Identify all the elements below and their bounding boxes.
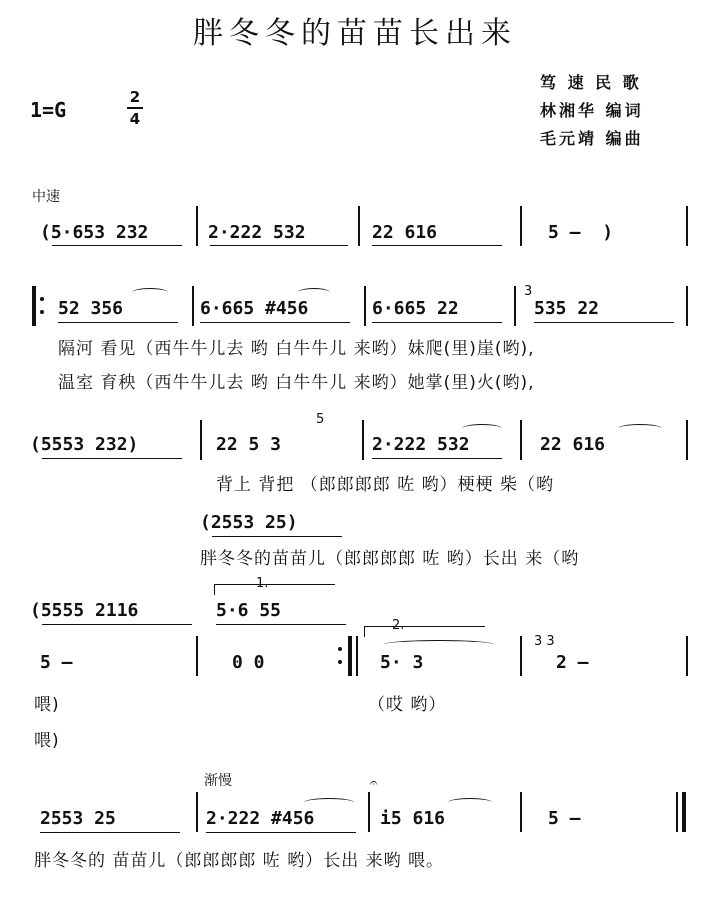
s5-m2: 2·222 #456: [206, 808, 315, 829]
s5-m3: i5 616: [380, 808, 446, 829]
time-signature-top: 2: [129, 88, 141, 106]
song-title: 胖冬冬的苗苗长出来: [193, 16, 517, 51]
s3-lyric: 背上 背把 （郎郎郎郎 咗 哟）梗梗 柴（哟: [216, 475, 555, 495]
s3b-lyric: 胖冬冬的苗苗儿（郎郎郎郎 咗 哟）长出 来（哟: [200, 549, 580, 569]
credit-lyricist: 林湘华 编词: [540, 101, 644, 120]
s3-grace: 5: [316, 412, 325, 427]
s2-m2: 6·665 #456: [200, 298, 309, 319]
fermata-icon: 𝄐: [370, 776, 378, 791]
tempo-mark: 中速: [32, 189, 60, 205]
s3-m3: 2·222 532: [372, 434, 470, 455]
key-signature: 1=G: [30, 98, 67, 122]
tempo-mark-later: 渐慢: [204, 773, 232, 789]
s4-lyric-1: 喂): [34, 695, 60, 715]
s2-lyric-2: 温室 育秧（西牛牛儿去 哟 白牛牛儿 来哟）她掌(里)火(哟),: [58, 373, 535, 393]
s4-lyric-2: （哎 哟）: [368, 695, 447, 715]
s3-m4: 22 616: [540, 434, 606, 455]
s4-m1: (5555 2116: [30, 600, 139, 621]
time-signature: [127, 88, 143, 128]
s4-m5: 5· 3: [380, 652, 424, 673]
s2-m3: 6·665 22: [372, 298, 459, 319]
s2-m4: 535 22: [534, 298, 600, 319]
s3-m1: (5553 232): [30, 434, 139, 455]
volta-first: 1.: [256, 576, 269, 591]
s4-m6: 2 –: [556, 652, 589, 673]
s2-lyric-1: 隔河 看见（西牛牛儿去 哟 白牛牛儿 来哟）妹爬(里)崖(哟),: [58, 339, 535, 359]
credit-composer: 毛元靖 编曲: [540, 129, 644, 148]
s3-m2: 22 5 3: [216, 434, 282, 455]
s5-m1: 2553 25: [40, 808, 116, 829]
s5-lyric: 胖冬冬的 苗苗儿（郎郎郎郎 咗 哟）长出 来哟 喂。: [34, 851, 445, 871]
s2-m1: 52 356: [58, 298, 124, 319]
s4-m4: 0 0: [232, 652, 265, 673]
s1-m3: 22 616: [372, 222, 438, 243]
s4-m2: 5·6 55: [216, 600, 282, 621]
s4-lyric-3: 喂): [34, 731, 60, 751]
s4-grace: 3 3: [534, 634, 555, 649]
s4-m3: 5 –: [40, 652, 73, 673]
s5-m4: 5 –: [548, 808, 581, 829]
s2-grace: 3: [524, 284, 533, 299]
s1-m4: 5 – ): [548, 222, 614, 243]
credit-origin: 笃 速 民 歌: [540, 73, 642, 92]
volta-second: 2.: [392, 618, 405, 633]
s3b-m1: (2553 25): [200, 512, 298, 533]
time-signature-bottom: 4: [129, 110, 141, 128]
s1-m1: (5·653 232: [40, 222, 149, 243]
s1-m2: 2·222 532: [208, 222, 306, 243]
